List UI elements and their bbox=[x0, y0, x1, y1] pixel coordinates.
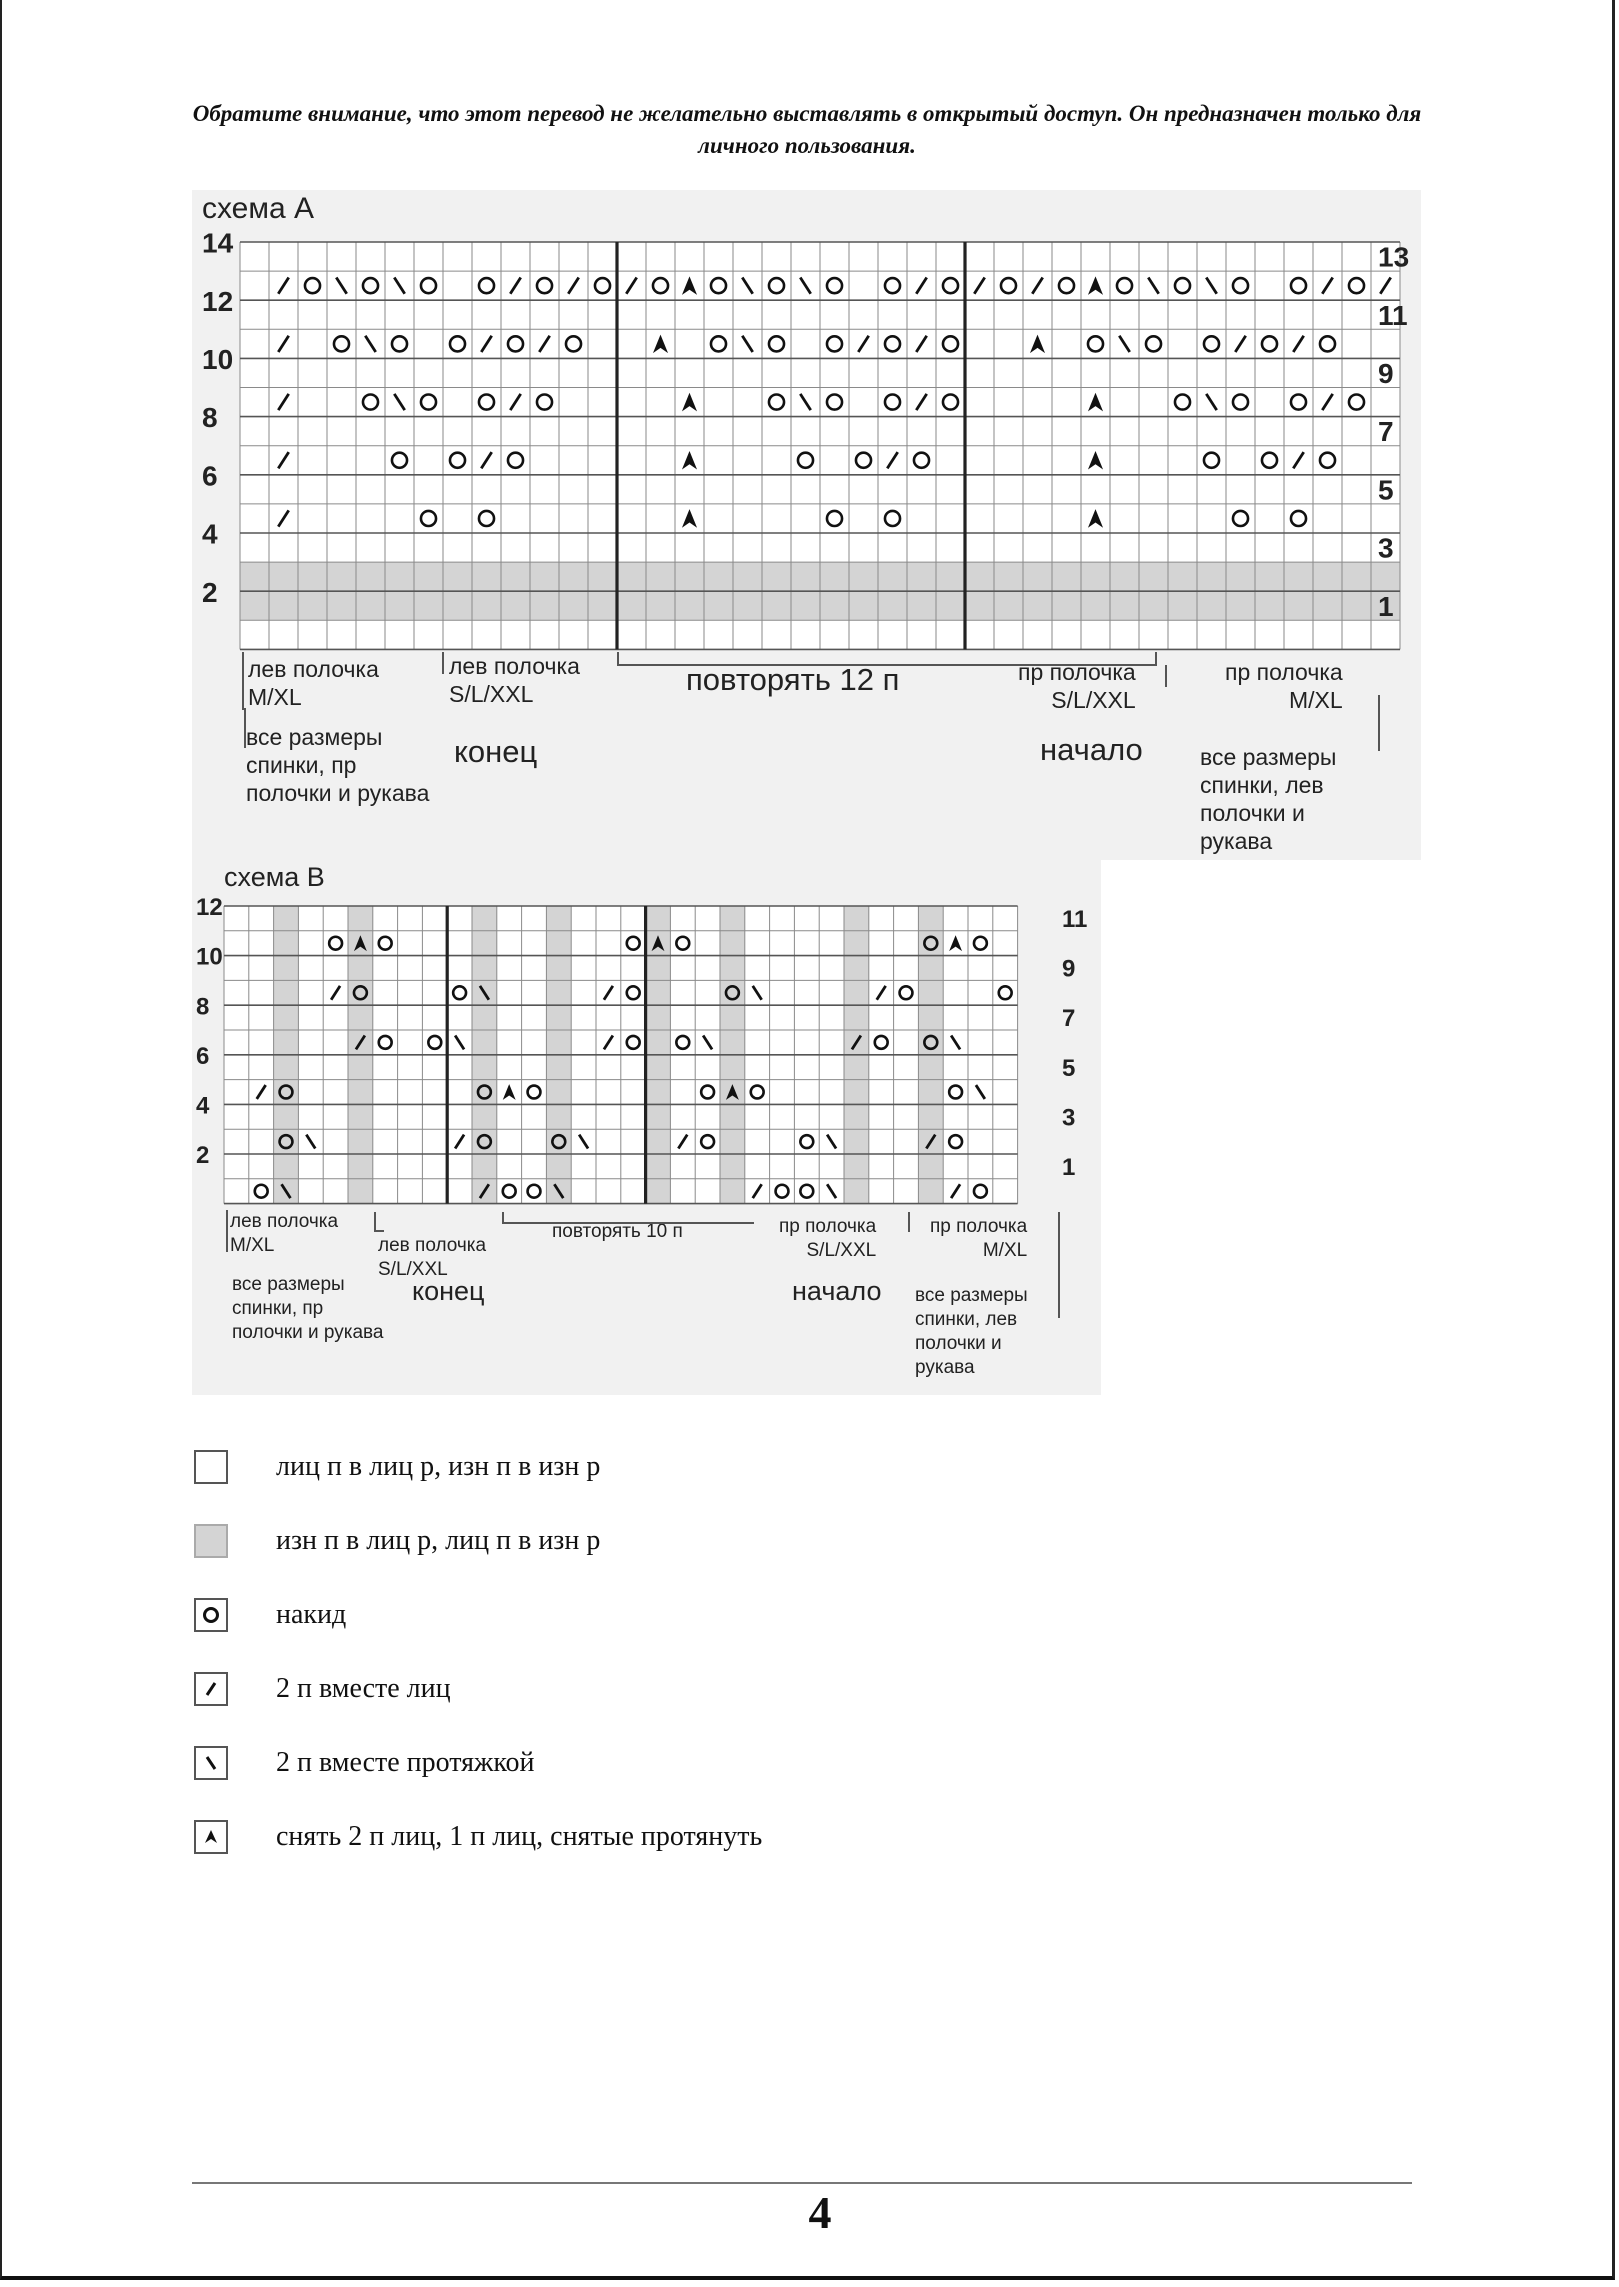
chart-a-note-start: начало bbox=[1040, 732, 1143, 767]
chart-a-note-repeat: повторять 12 п bbox=[686, 662, 900, 697]
chart-b-note-all-right: все размеры спинки, лев полочки и рукава bbox=[915, 1285, 1028, 1378]
page-number: 4 bbox=[808, 2187, 832, 2238]
legend-text: 2 п вместе лиц bbox=[276, 1673, 451, 1704]
legend-row bbox=[194, 1430, 1294, 1504]
legend-row bbox=[194, 1726, 1294, 1800]
row-number: 7 bbox=[1378, 416, 1394, 448]
row-number: 6 bbox=[196, 1042, 210, 1070]
bracket bbox=[442, 652, 452, 674]
bracket bbox=[617, 652, 1157, 666]
row-number: 8 bbox=[196, 993, 210, 1021]
row-number: 9 bbox=[1062, 955, 1076, 983]
row-number: 7 bbox=[1062, 1005, 1076, 1033]
chart-a-note-all-left: все размеры спинки, пр полочки и рукава bbox=[246, 724, 430, 806]
bracket bbox=[244, 708, 254, 748]
chart-a-panel bbox=[192, 190, 1421, 860]
bracket bbox=[502, 1212, 754, 1224]
row-number: 4 bbox=[202, 518, 218, 550]
legend-row bbox=[194, 1578, 1294, 1652]
legend-row bbox=[194, 1652, 1294, 1726]
chart-b-note-all-left: все размеры спинки, пр полочки и рукава bbox=[232, 1274, 384, 1343]
legend-text: 2 п вместе протяжкой bbox=[276, 1747, 535, 1778]
row-number: 14 bbox=[202, 227, 234, 259]
row-number: 2 bbox=[196, 1142, 210, 1170]
row-number: 9 bbox=[1378, 358, 1394, 390]
symbol-legend bbox=[194, 1430, 1294, 1874]
chart-b-note-end: конец bbox=[412, 1276, 485, 1306]
notice-text: Обратите внимание, что этот перевод не желательно выставлять в открытый доступ. Он предназначен только для личного пользования. bbox=[192, 101, 1422, 158]
chart-a-note-lev-slxxl: лев полочка S/L/XXL bbox=[449, 653, 580, 707]
row-number: 11 bbox=[1062, 906, 1088, 934]
double-decrease-arrow-icon bbox=[194, 1820, 228, 1854]
row-number: 3 bbox=[1378, 532, 1394, 564]
bracket bbox=[1362, 695, 1380, 751]
row-number: 12 bbox=[202, 285, 234, 317]
row-number: 3 bbox=[1062, 1104, 1076, 1132]
legend-text: лиц п в лиц р, изн п в изн р bbox=[276, 1451, 601, 1482]
row-number: 13 bbox=[1378, 241, 1410, 273]
legend-text: изн п в лиц р, лиц п в изн р bbox=[276, 1525, 601, 1556]
chart-b-title: схема В bbox=[224, 862, 325, 892]
chart-b-note-pr-mxl: пр полочка M/XL bbox=[930, 1216, 1028, 1261]
chart-b-note-repeat: повторять 10 п bbox=[552, 1221, 683, 1242]
legend-row bbox=[194, 1800, 1294, 1874]
bracket bbox=[374, 1212, 384, 1232]
row-number: 8 bbox=[202, 402, 218, 434]
row-number: 1 bbox=[1378, 590, 1394, 622]
left-slash-icon bbox=[194, 1746, 228, 1780]
chart-b-note-lev-slxxl: лев полочка S/L/XXL bbox=[378, 1235, 487, 1280]
row-number: 5 bbox=[1378, 474, 1394, 506]
bracket bbox=[898, 1212, 910, 1232]
footer-rule bbox=[192, 2182, 1412, 2184]
chart-a-note-lev-mxl: лев полочка M/XL bbox=[248, 656, 379, 710]
legend-text: снять 2 п лиц, 1 п лиц, снятые протянуть bbox=[276, 1821, 763, 1852]
row-number: 6 bbox=[202, 460, 218, 492]
chart-a-note-pr-mxl: пр полочка M/XL bbox=[1225, 659, 1343, 713]
row-number: 11 bbox=[1378, 299, 1408, 331]
bracket bbox=[1155, 665, 1167, 687]
chart-a-note-all-right: все размеры спинки, лев полочки и рукава bbox=[1200, 744, 1337, 854]
row-number: 1 bbox=[1062, 1154, 1076, 1182]
chart-b-note-lev-mxl: лев полочка M/XL bbox=[230, 1211, 339, 1256]
chart-a-note-pr-slxxl: пр полочка S/L/XXL bbox=[1018, 659, 1136, 713]
chart-a-note-end: конец bbox=[454, 734, 538, 769]
empty-square-icon bbox=[194, 1450, 228, 1484]
chart-b-note-start: начало bbox=[792, 1276, 882, 1306]
bracket bbox=[226, 1210, 234, 1252]
row-number: 10 bbox=[196, 943, 223, 971]
legend-row bbox=[194, 1504, 1294, 1578]
row-number: 10 bbox=[202, 344, 234, 376]
row-number: 2 bbox=[202, 576, 218, 608]
right-slash-icon bbox=[194, 1672, 228, 1706]
yarn-over-circle-icon bbox=[194, 1598, 228, 1632]
bracket bbox=[1048, 1212, 1060, 1318]
chart-b-panel bbox=[192, 860, 1101, 1395]
row-number: 4 bbox=[196, 1092, 210, 1120]
row-number: 12 bbox=[196, 894, 223, 922]
bracket bbox=[242, 652, 252, 710]
legend-text: накид bbox=[276, 1599, 347, 1630]
grey-square-icon bbox=[194, 1524, 228, 1558]
row-number: 5 bbox=[1062, 1054, 1076, 1082]
chart-b-note-pr-slxxl: пр полочка S/L/XXL bbox=[779, 1216, 877, 1261]
chart-a-title: схема А bbox=[202, 192, 315, 225]
